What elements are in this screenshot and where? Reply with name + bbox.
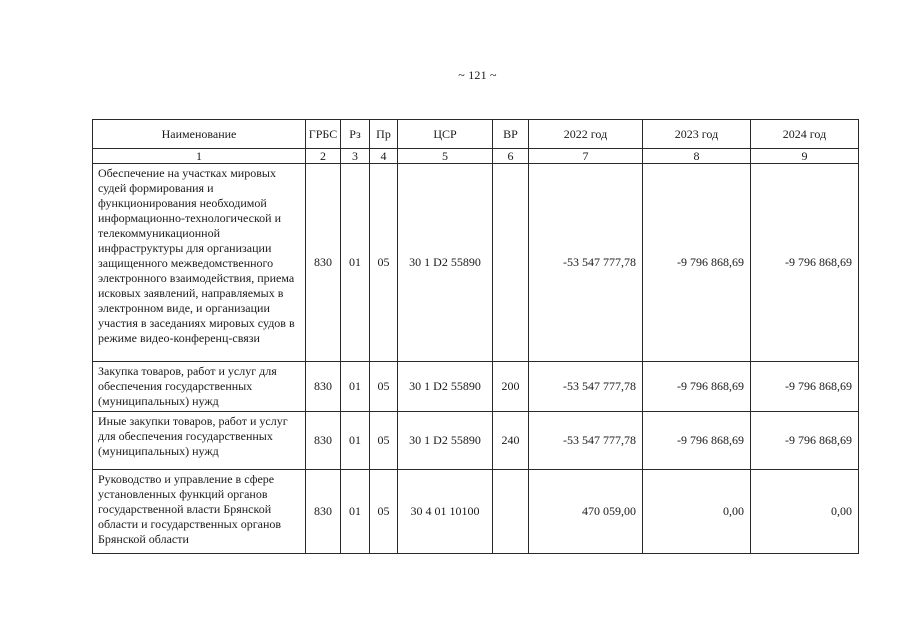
row-rz: 01 — [341, 362, 370, 412]
index-cell: 5 — [398, 149, 493, 164]
table-row — [93, 412, 859, 470]
index-cell: 8 — [643, 149, 751, 164]
row-csr: 30 1 D2 55890 — [398, 412, 493, 470]
row-pr: 05 — [370, 412, 398, 470]
row-2022: 470 059,00 — [529, 470, 643, 554]
row-rz: 01 — [341, 412, 370, 470]
header-grbs: ГРБС — [306, 120, 341, 149]
row-pr: 05 — [370, 362, 398, 412]
row-2022: -53 547 777,78 — [529, 412, 643, 470]
row-2023: -9 796 868,69 — [643, 412, 751, 470]
row-pr: 05 — [370, 164, 398, 362]
table-row — [93, 164, 859, 362]
row-2023: -9 796 868,69 — [643, 164, 751, 362]
index-cell: 4 — [370, 149, 398, 164]
header-vr: ВР — [493, 120, 529, 149]
header-pr: Пр — [370, 120, 398, 149]
row-csr: 30 1 D2 55890 — [398, 362, 493, 412]
budget-table — [92, 119, 859, 554]
header-rz: Рз — [341, 120, 370, 149]
index-cell: 1 — [93, 149, 306, 164]
column-index-row — [93, 149, 859, 164]
row-grbs: 830 — [306, 164, 341, 362]
index-cell: 2 — [306, 149, 341, 164]
row-csr: 30 4 01 10100 — [398, 470, 493, 554]
row-rz: 01 — [341, 470, 370, 554]
table-row — [93, 470, 859, 554]
header-row — [93, 120, 859, 149]
page-number: ~ 121 ~ — [458, 68, 497, 82]
row-2024: -9 796 868,69 — [751, 412, 859, 470]
header-2023: 2023 год — [643, 120, 751, 149]
row-csr: 30 1 D2 55890 — [398, 164, 493, 362]
row-2022: -53 547 777,78 — [529, 164, 643, 362]
row-vr: 240 — [493, 412, 529, 470]
row-2023: 0,00 — [643, 470, 751, 554]
row-pr: 05 — [370, 470, 398, 554]
index-cell: 7 — [529, 149, 643, 164]
row-2024: -9 796 868,69 — [751, 164, 859, 362]
row-2023: -9 796 868,69 — [643, 362, 751, 412]
row-2024: -9 796 868,69 — [751, 362, 859, 412]
row-grbs: 830 — [306, 412, 341, 470]
row-name: Обеспечение на участках мировых судей формирования и функционирования необходимой информационно-технологической и телекоммуникационной инфраструктуры для организации защищенного межведомственного электронного взаимодействия, приема исковых заявлений, направляемых в электронном виде, и организации участия в заседаниях мировых судов в режиме видео-конференц-связи — [93, 164, 306, 362]
row-name: Иные закупки товаров, работ и услуг для обеспечения государственных (муниципальных) нужд — [93, 412, 306, 470]
header-name: Наименование — [93, 120, 306, 149]
row-rz: 01 — [341, 164, 370, 362]
table-row — [93, 362, 859, 412]
row-grbs: 830 — [306, 362, 341, 412]
row-vr — [493, 470, 529, 554]
row-name: Закупка товаров, работ и услуг для обеспечения государственных (муниципальных) нужд — [93, 362, 306, 412]
header-csr: ЦСР — [398, 120, 493, 149]
index-cell: 9 — [751, 149, 859, 164]
row-2024: 0,00 — [751, 470, 859, 554]
index-cell: 6 — [493, 149, 529, 164]
index-cell: 3 — [341, 149, 370, 164]
row-name: Руководство и управление в сфере установленных функций органов государственной власти Брянской области и государственных органов Брянской области — [93, 470, 306, 554]
row-vr: 200 — [493, 362, 529, 412]
row-2022: -53 547 777,78 — [529, 362, 643, 412]
row-grbs: 830 — [306, 470, 341, 554]
header-2022: 2022 год — [529, 120, 643, 149]
header-2024: 2024 год — [751, 120, 859, 149]
row-vr — [493, 164, 529, 362]
